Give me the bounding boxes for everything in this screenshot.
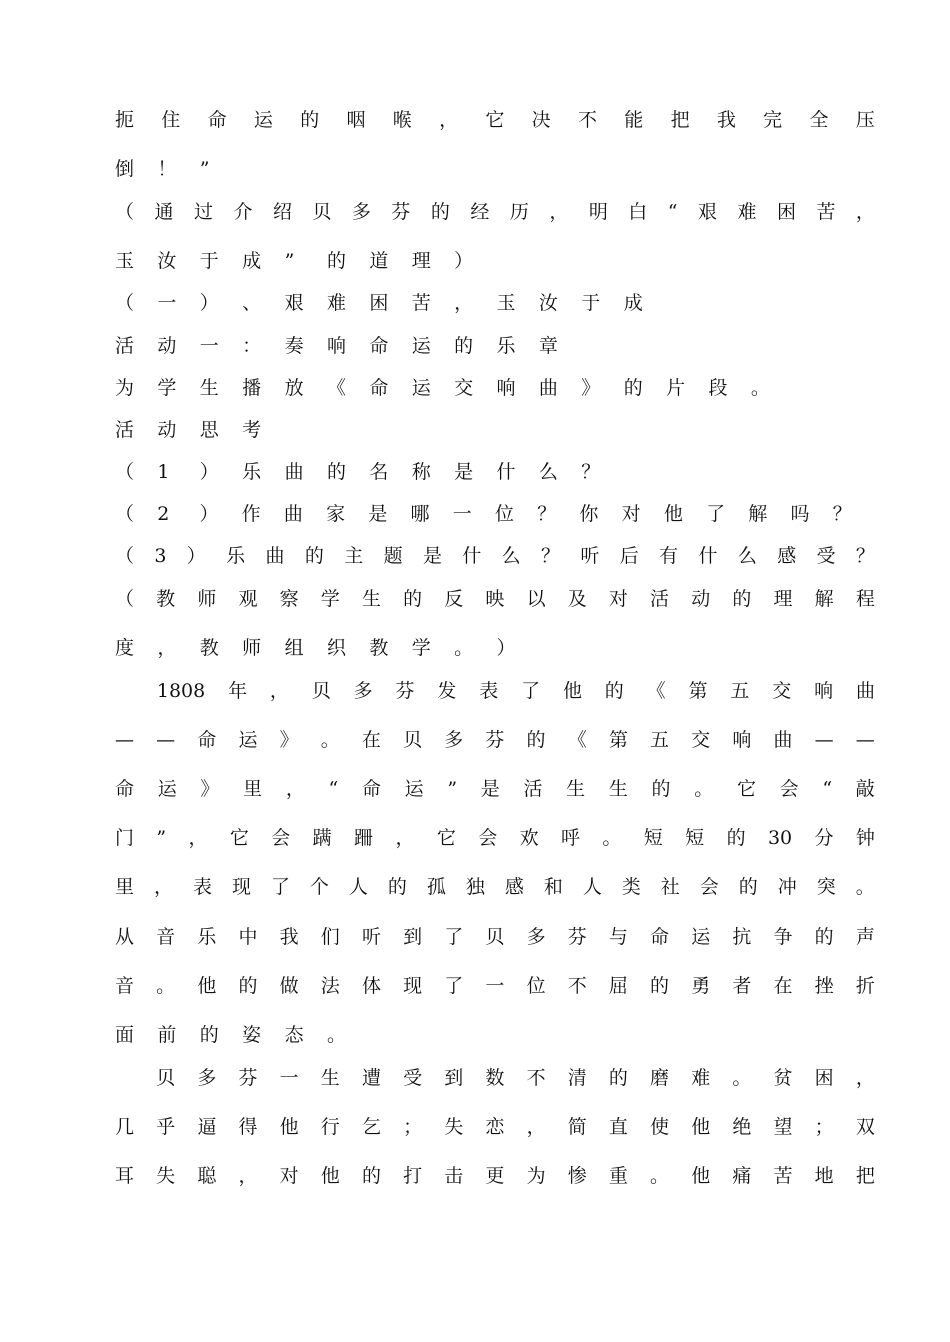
text-line: （ 一 ） 、 艰 难 困 苦 ， 玉 汝 于 成 (115, 292, 643, 314)
text-line: 里 ， 表 现 了 个 人 的 孤 独 感 和 人 类 社 会 的 冲 突 。 (115, 876, 875, 898)
text-line: （ 教 师 观 察 学 生 的 反 映 以 及 对 活 动 的 理 解 程 (115, 588, 875, 610)
text-line: 音 。 他 的 做 法 体 现 了 一 位 不 屈 的 勇 者 在 挫 折 (115, 975, 875, 997)
text-line: （ 2 ） 作 曲 家 是 哪 一 位 ？ 你 对 他 了 解 吗 ？ (115, 503, 852, 525)
text-line: 从 音 乐 中 我 们 听 到 了 贝 多 芬 与 命 运 抗 争 的 声 (115, 926, 875, 948)
text-line: 命 运 》 里 ， “ 命 运 ” 是 活 生 生 的 。 它 会 “ 敲 (115, 778, 875, 800)
text-line: 面 前 的 姿 态 。 (115, 1024, 346, 1046)
text-line: 1808 年 ， 贝 多 芬 发 表 了 他 的 《 第 五 交 响 曲 (156, 680, 875, 702)
text-line: 活 动 思 考 (115, 419, 262, 441)
text-line: 玉 汝 于 成 ” 的 道 理 ） (115, 250, 474, 272)
text-line: （ 1 ） 乐 曲 的 名 称 是 什 么 ？ (115, 461, 601, 483)
text-line: 门 ” ， 它 会 蹒 跚 ， 它 会 欢 呼 。 短 短 的 30 分 钟 (115, 827, 875, 849)
text-line: 扼 住 命 运 的 咽 喉 ， 它 决 不 能 把 我 完 全 压 (115, 109, 875, 131)
text-line: 几 乎 逼 得 他 行 乞 ； 失 恋 ， 简 直 使 他 绝 望 ； 双 (115, 1116, 875, 1138)
text-line: — — 命 运 》 。 在 贝 多 芬 的 《 第 五 交 响 曲 — — (115, 729, 875, 751)
text-line: 度 ， 教 师 组 织 教 学 。 ） (115, 637, 516, 659)
text-line: （ 通 过 介 绍 贝 多 芬 的 经 历 ， 明 白 “ 艰 难 困 苦 ， (115, 201, 875, 223)
text-line: 倒 ！ ” (115, 158, 210, 180)
text-line: 活 动 一 ： 奏 响 命 运 的 乐 章 (115, 335, 558, 357)
text-line: 耳 失 聪 ， 对 他 的 打 击 更 为 惨 重 。 他 痛 苦 地 把 (115, 1165, 875, 1187)
text-line: 贝 多 芬 一 生 遭 受 到 数 不 清 的 磨 难 。 贫 困 ， (156, 1067, 875, 1089)
text-line: 为 学 生 播 放 《 命 运 交 响 曲 》 的 片 段 。 (115, 377, 770, 399)
text-line: （ 3 ） 乐 曲 的 主 题 是 什 么 ？ 听 后 有 什 么 感 受 ？ (115, 545, 875, 567)
